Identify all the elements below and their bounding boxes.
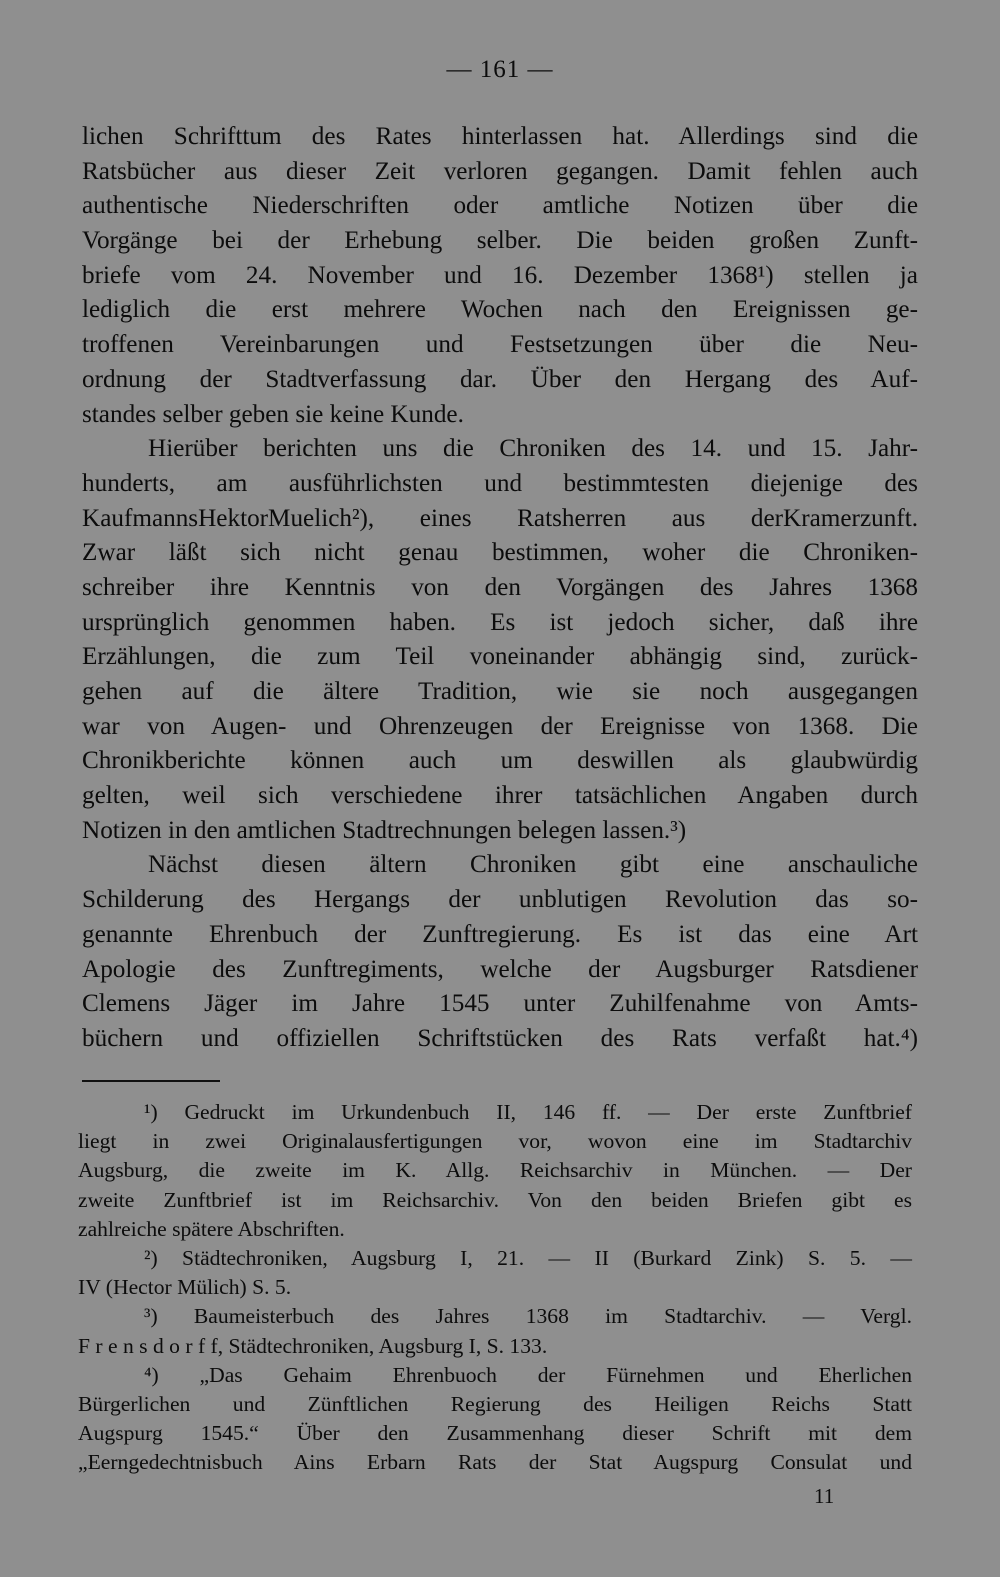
text-line: standes selber geben sie keine Kunde. bbox=[82, 400, 464, 428]
footnote-line: „Eerngedechtnisbuch Ains Erbarn Rats der Stat Augspurg Consulat und bbox=[78, 1450, 912, 1475]
text-line: briefe vom 24. November und 16. Dezember 1368¹) stellen ja bbox=[82, 261, 918, 289]
signature-mark: 11 bbox=[814, 1484, 835, 1508]
footnote-line: ¹) Gedruckt im Urkundenbuch II, 146 ff. — Der erste Zunftbrief bbox=[144, 1100, 912, 1124]
footnote-line: IV (Hector Mülich) S. 5. bbox=[78, 1275, 292, 1300]
text-line: Zwar läßt sich nicht genau bestimmen, woher die Chroniken- bbox=[82, 539, 918, 567]
text-line: Chronikberichte können auch um deswillen als glaubwürdig bbox=[82, 747, 918, 775]
footnote-line: ³) Baumeisterbuch des Jahres 1368 im Stadtarchiv. — Vergl. bbox=[144, 1304, 912, 1329]
text-line: lichen Schrifttum des Rates hinterlassen hat. Allerdings sind die bbox=[82, 123, 918, 150]
text-line: gehen auf die ältere Tradition, wie sie noch ausgegangen bbox=[82, 678, 918, 705]
footnotes bbox=[78, 1098, 912, 1477]
text-line: Clemens Jäger im Jahre 1545 unter Zuhilfenahme von Amts- bbox=[82, 990, 918, 1018]
text-line: authentische Niederschriften oder amtliche Notizen über die bbox=[82, 192, 918, 220]
footnote-line: Augsburg, die zweite im K. Allg. Reichsarchiv in München. — Der bbox=[78, 1158, 912, 1183]
text-line: hunderts, am ausführlichsten und bestimmtesten diejenige des bbox=[82, 469, 918, 497]
footnote-line: ⁴) „Das Gehaim Ehrenbuoch der Fürnehmen und Eherlichen bbox=[144, 1362, 912, 1387]
text-line: schreiber ihre Kenntnis von den Vorgängen des Jahres 1368 bbox=[82, 573, 918, 601]
text-line: lediglich die erst mehrere Wochen nach den Ereignissen ge- bbox=[82, 296, 918, 324]
footnote-line: F r e n s d o r f f, Städtechroniken, Augsburg I, S. 133. bbox=[78, 1333, 548, 1358]
text-line: Nächst diesen ältern Chroniken gibt eine anschauliche bbox=[148, 851, 918, 879]
text-line: Apologie des Zunftregiments, welche der Augsburger Ratsdiener bbox=[82, 955, 918, 983]
text-line: troffenen Vereinbarungen und Festsetzungen über die Neu- bbox=[82, 331, 918, 359]
text-line: gelten, weil sich verschiedene ihrer tatsächlichen Angaben durch bbox=[82, 782, 918, 810]
footnote-line: zweite Zunftbrief ist im Reichsarchiv. Von den beiden Briefen gibt es bbox=[78, 1187, 912, 1212]
text-line: war von Augen- und Ohrenzeugen der Ereignisse von 1368. Die bbox=[82, 712, 918, 740]
text-line: Vorgänge bei der Erhebung selber. Die beiden großen Zunft- bbox=[82, 227, 918, 255]
text-line: genannte Ehrenbuch der Zunftregierung. Es ist das eine Art bbox=[82, 920, 918, 948]
text-line: Erzählungen, die zum Teil voneinander abhängig sind, zurück- bbox=[82, 643, 918, 671]
text-line: ordnung der Stadtverfassung dar. Über den Hergang des Auf- bbox=[82, 365, 918, 393]
text-line: Hierüber berichten uns die Chroniken des 14. und 15. Jahr- bbox=[148, 435, 918, 463]
text-line: Notizen in den amtlichen Stadtrechnungen belegen lassen.³) bbox=[82, 816, 687, 844]
footnote-line: ²) Städtechroniken, Augsburg I, 21. — II (Burkard Zink) S. 5. — bbox=[144, 1245, 912, 1270]
text-line: Schilderung des Hergangs der unblutigen Revolution das so- bbox=[82, 886, 918, 914]
footnote-line: Augspurg 1545.“ Über den Zusammenhang dieser Schrift mit dem bbox=[78, 1421, 912, 1446]
footnote-line: Bürgerlichen und Zünftlichen Regierung des Heiligen Reichs Statt bbox=[78, 1391, 912, 1416]
text-line: ursprünglich genommen haben. Es ist jedoch sicher, daß ihre bbox=[82, 608, 918, 636]
footnote-line: liegt in zwei Originalausfertigungen vor, wovon eine im Stadtarchiv bbox=[78, 1129, 912, 1154]
text-line: KaufmannsHektorMuelich²), eines Ratsherren aus derKramerzunft. bbox=[82, 504, 918, 532]
body-text bbox=[82, 120, 918, 1057]
page-number: — 161 — bbox=[446, 56, 554, 83]
footnote-separator bbox=[82, 1080, 220, 1082]
text-line: büchern und offiziellen Schriftstücken des Rats verfaßt hat.⁴) bbox=[82, 1024, 918, 1052]
text-line: Ratsbücher aus dieser Zeit verloren gegangen. Damit fehlen auch bbox=[82, 157, 918, 185]
footnote-line: zahlreiche spätere Abschriften. bbox=[78, 1216, 345, 1241]
